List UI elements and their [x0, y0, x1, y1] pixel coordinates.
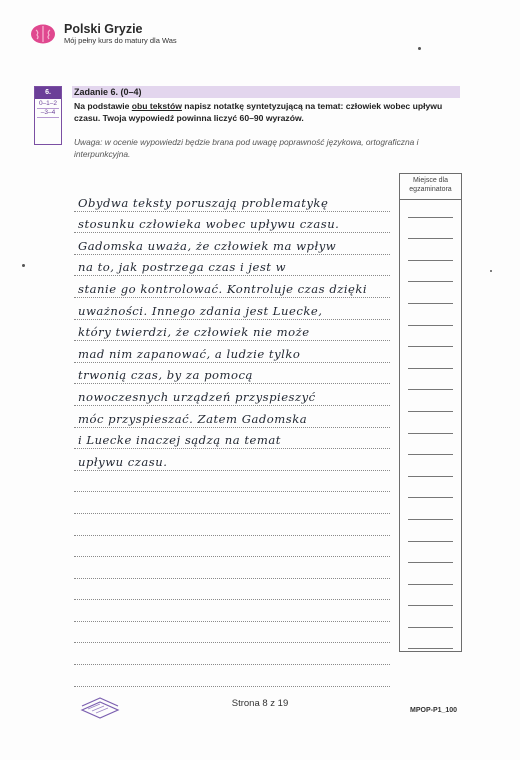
answer-line[interactable]: [74, 492, 390, 514]
examiner-line: [400, 632, 461, 654]
handwritten-text: upływu czasu.: [78, 454, 168, 469]
prompt-part-1: Na podstawie: [74, 101, 132, 111]
answer-line[interactable]: [74, 449, 390, 471]
examiner-line: [400, 373, 461, 395]
task-score-scale: [35, 99, 61, 118]
brand-tagline: Mój pełny kurs do matury dla Was: [64, 36, 177, 45]
examiner-line: [400, 589, 461, 611]
handwritten-text: Obydwa teksty poruszają problematykę: [78, 195, 329, 210]
score-bottom: –3–4: [37, 109, 59, 118]
handwritten-text: trwonią czas, by za pomocą: [78, 368, 253, 383]
handwritten-text: nowoczesnych urządzeń przyspieszyć: [78, 389, 316, 404]
examiner-line: [400, 546, 461, 568]
answer-line[interactable]: [74, 622, 390, 644]
handwritten-text: uważności. Innego zdania jest Luecke,: [78, 303, 323, 318]
answer-line[interactable]: [74, 643, 390, 665]
examiner-line: [400, 416, 461, 438]
answer-line[interactable]: [74, 233, 390, 255]
brand-header: [30, 22, 177, 46]
handwritten-text: stosunku człowieka wobec upływu czasu.: [78, 217, 340, 232]
answer-line[interactable]: [74, 212, 390, 234]
scan-speck: [418, 47, 421, 50]
prompt-part-2: napisz notatkę syntetyzującą na temat: człowiek wobec upływu czasu. Twoja wypowiedź powinna liczyć 60–90 wyrazów.: [74, 101, 443, 123]
examiner-label: Miejsce dla egzaminatora: [400, 174, 461, 200]
task-number: 6.: [35, 87, 61, 99]
examiner-line: [400, 330, 461, 352]
answer-line[interactable]: [74, 471, 390, 493]
examiner-line: [400, 200, 461, 222]
scan-speck: [490, 270, 492, 272]
examiner-line: [400, 438, 461, 460]
examiner-line: [400, 394, 461, 416]
task-note: Uwaga: w ocenie wypowiedzi będzie brana pod uwagę poprawność językowa, ortograficzna i interpunkcyjna.: [74, 137, 419, 159]
handwritten-text: móc przyspieszać. Zatem Gadomska: [78, 411, 308, 426]
answer-line[interactable]: [74, 341, 390, 363]
scan-speck: [22, 264, 25, 267]
examiner-line: [400, 351, 461, 373]
handwritten-text: stanie go kontrolować. Kontroluje czas dzięki: [78, 281, 368, 296]
task-score-box: [34, 86, 62, 145]
brand-name: Polski Gryzie: [64, 22, 143, 36]
answer-area[interactable]: [74, 190, 390, 687]
page-number: Strona 8 z 19: [231, 698, 289, 709]
handwritten-text: na to, jak postrzega czas i jest w: [78, 260, 287, 275]
score-top: 0–1–2: [38, 100, 58, 107]
examiner-line: [400, 481, 461, 503]
handwritten-text: mad nim zapanować, a ludzie tylko: [78, 346, 301, 361]
examiner-line: [400, 265, 461, 287]
answer-line[interactable]: [74, 557, 390, 579]
brain-icon: [30, 23, 56, 45]
examiner-line: [400, 502, 461, 524]
prompt-underlined: obu tekstów: [131, 101, 182, 111]
exam-code: MPOP-P1_100: [410, 707, 458, 714]
examiner-line: [400, 222, 461, 244]
answer-line[interactable]: [74, 190, 390, 212]
answer-line[interactable]: [74, 514, 390, 536]
answer-line[interactable]: [74, 665, 390, 687]
task-title: Zadanie 6. (0–4): [74, 87, 142, 97]
examiner-box: [399, 173, 462, 652]
answer-line[interactable]: [74, 363, 390, 385]
examiner-line: [400, 286, 461, 308]
answer-line[interactable]: [74, 536, 390, 558]
answer-line[interactable]: [74, 255, 390, 277]
examiner-line: [400, 243, 461, 265]
answer-line[interactable]: [74, 320, 390, 342]
examiner-line: [400, 610, 461, 632]
handwritten-text: i Luecke inaczej sądzą na temat: [78, 433, 281, 448]
examiner-line: [400, 308, 461, 330]
answer-line[interactable]: [74, 406, 390, 428]
handwritten-text: Gadomska uważa, że człowiek ma wpływ: [78, 238, 337, 253]
answer-line[interactable]: [74, 298, 390, 320]
examiner-line: [400, 567, 461, 589]
answer-line[interactable]: [74, 428, 390, 450]
answer-line[interactable]: [74, 579, 390, 601]
task-prompt: [74, 100, 464, 124]
examiner-line: [400, 524, 461, 546]
examiner-line: [400, 459, 461, 481]
answer-line[interactable]: [74, 384, 390, 406]
answer-line[interactable]: [74, 276, 390, 298]
answer-line[interactable]: [74, 600, 390, 622]
handwritten-text: który twierdzi, że człowiek nie może: [78, 325, 310, 340]
